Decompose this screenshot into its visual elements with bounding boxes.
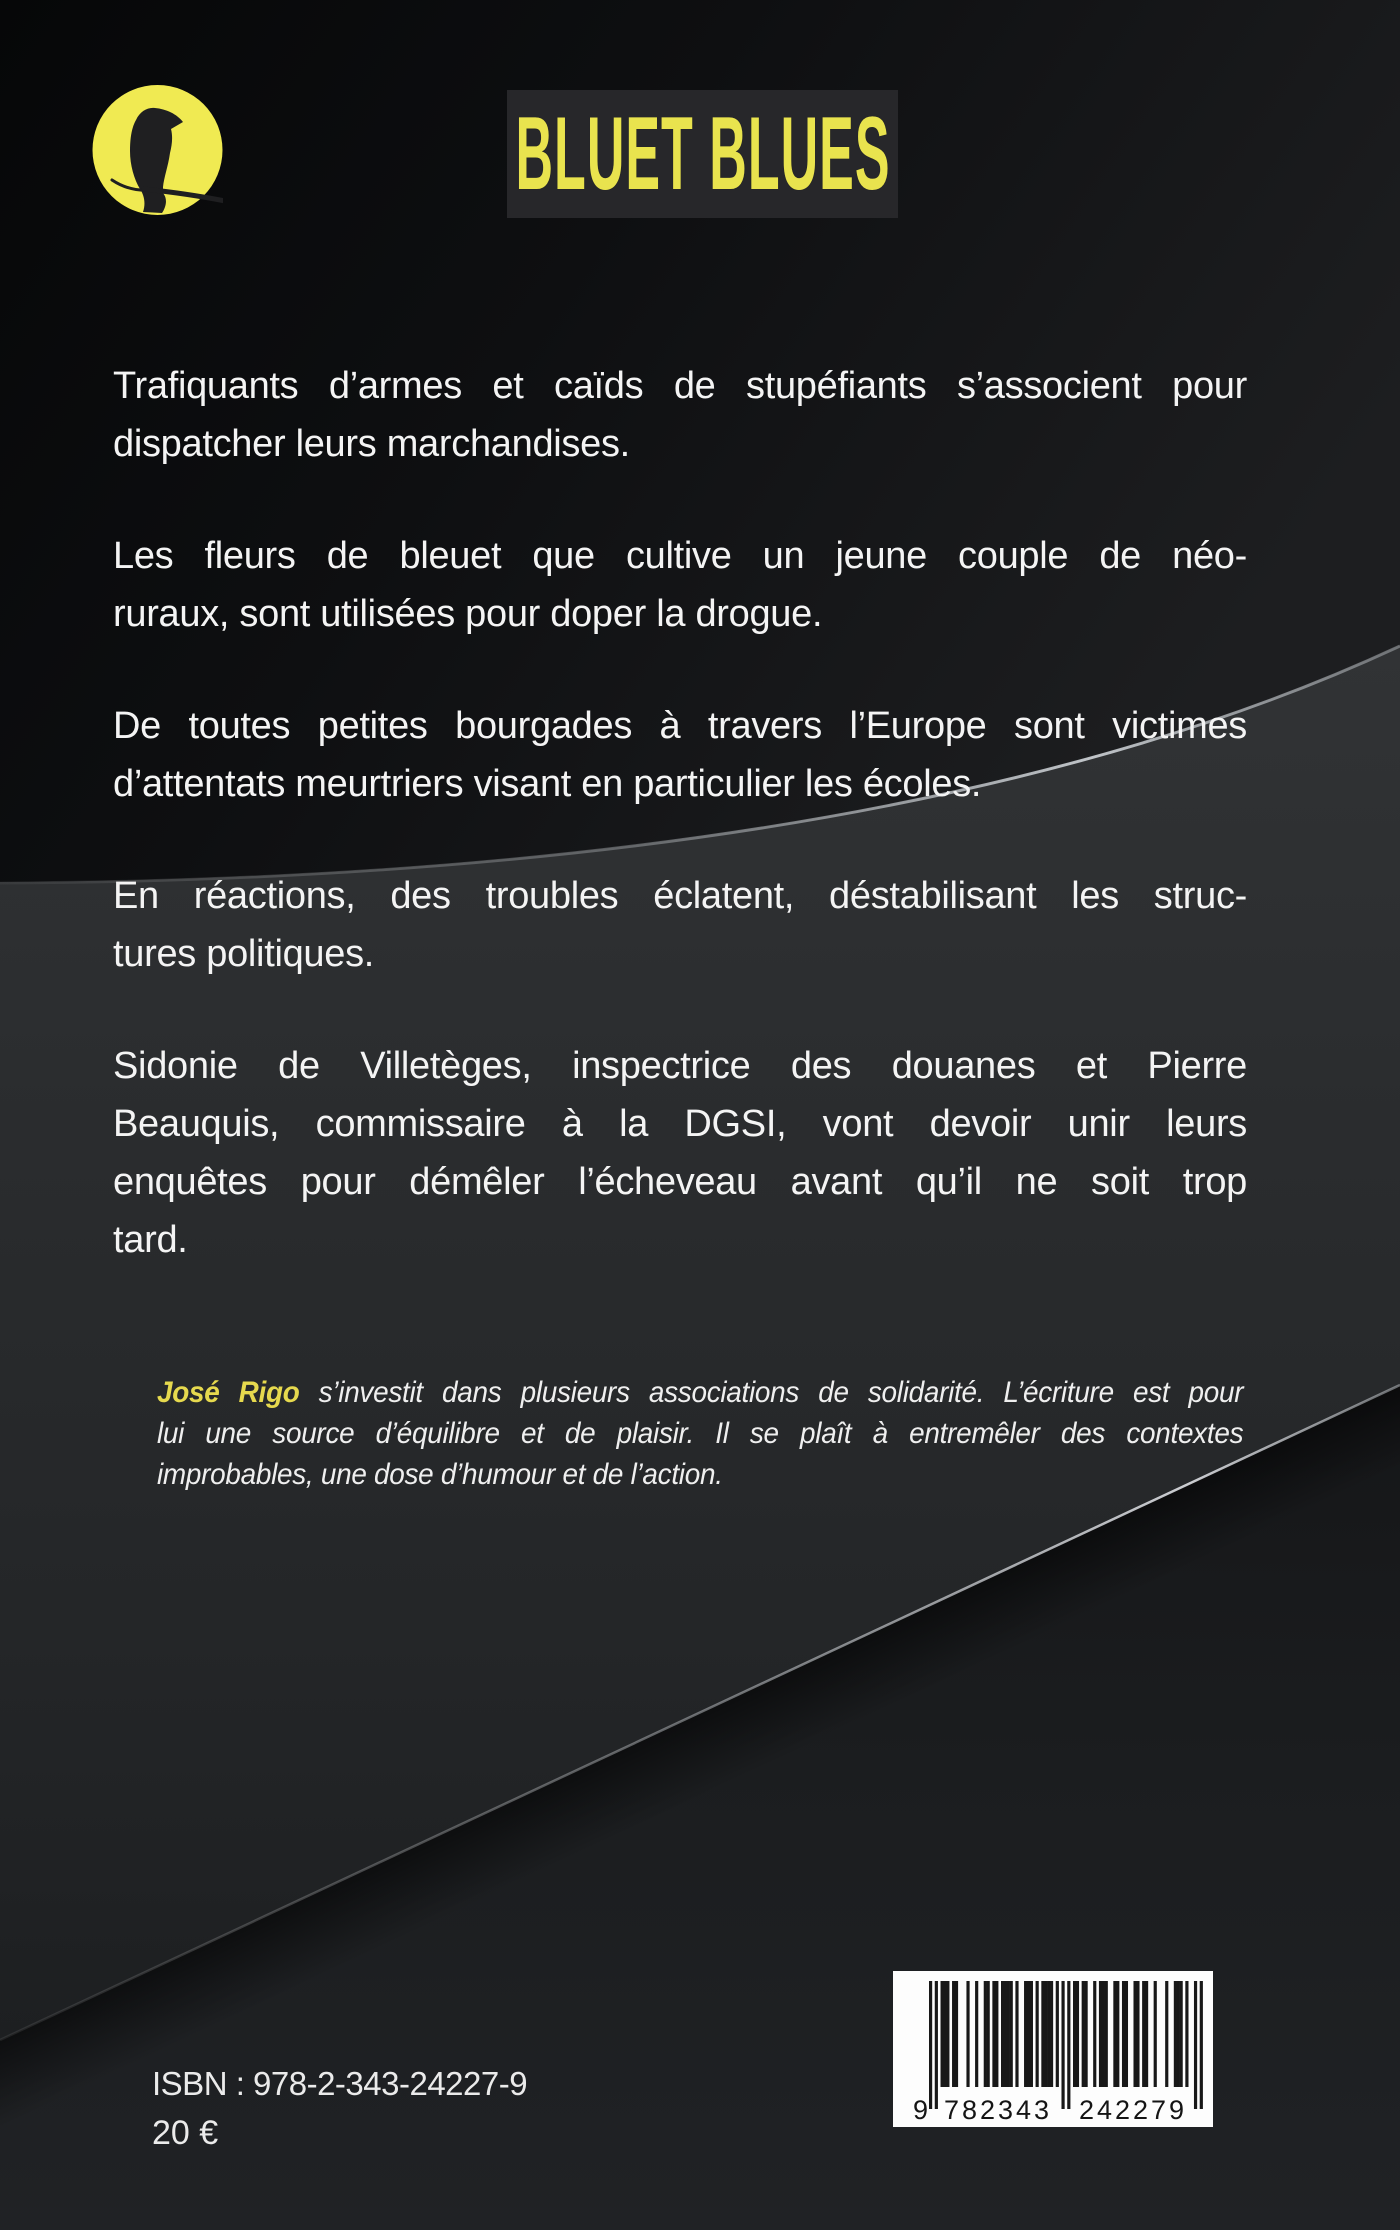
- synopsis-line: Beauquis, commissaire à la DGSI, vont devoir unir leurs: [113, 1103, 1247, 1145]
- synopsis-line: tures politiques.: [113, 933, 375, 975]
- bio-line-text: s’investit dans plusieurs associations de solidarité. L’écriture est pour: [299, 1376, 1244, 1409]
- isbn-label: ISBN : 978-2-343-24227-9: [152, 2065, 528, 2102]
- synopsis-paragraph: [113, 1037, 1247, 1269]
- bio-line: [157, 1372, 1243, 1413]
- synopsis-line: En réactions, des troubles éclatent, déstabilisant les struc-: [113, 875, 1247, 917]
- synopsis-line: ruraux, sont utilisées pour doper la drogue.: [113, 593, 823, 635]
- barcode-digits: 9: [913, 2095, 932, 2125]
- synopsis-line: tard.: [113, 1219, 188, 1261]
- synopsis-paragraph: [113, 697, 1247, 813]
- title-plate: [507, 90, 898, 218]
- publisher-logo: [92, 85, 223, 215]
- author-bio: [157, 1372, 1243, 1495]
- synopsis-paragraph: [113, 867, 1247, 983]
- synopsis-line: Sidonie de Villetèges, inspectrice des douanes et Pierre: [113, 1045, 1247, 1087]
- synopsis-line: dispatcher leurs marchandises.: [113, 423, 630, 465]
- bio-line: improbables, une dose d’humour et de l’action.: [157, 1458, 723, 1491]
- synopsis-line: enquêtes pour démêler l’écheveau avant qu’il ne soit trop: [113, 1161, 1247, 1203]
- synopsis: [113, 357, 1247, 1323]
- bio-line: lui une source d’équilibre et de plaisir. Il se plaît à entremêler des contextes: [157, 1417, 1244, 1450]
- synopsis-line: Les fleurs de bleuet que cultive un jeune couple de néo-: [113, 535, 1247, 577]
- barcode-digits: 782343: [943, 2095, 1053, 2125]
- book-title: BLUET BLUES: [515, 95, 890, 212]
- author-name: José Rigo: [157, 1376, 300, 1409]
- synopsis-line: Trafiquants d’armes et caïds de stupéfiants s’associent pour: [113, 365, 1247, 407]
- synopsis-paragraph: [113, 527, 1247, 643]
- synopsis-paragraph: [113, 357, 1247, 473]
- ean13-barcode: [893, 1971, 1213, 2127]
- price-label: 20 €: [152, 2114, 219, 2152]
- synopsis-line: d’attentats meurtriers visant en particulier les écoles.: [113, 763, 982, 805]
- barcode-digits: 242279: [1078, 2095, 1188, 2125]
- synopsis-line: De toutes petites bourgades à travers l’Europe sont victimes: [113, 705, 1247, 747]
